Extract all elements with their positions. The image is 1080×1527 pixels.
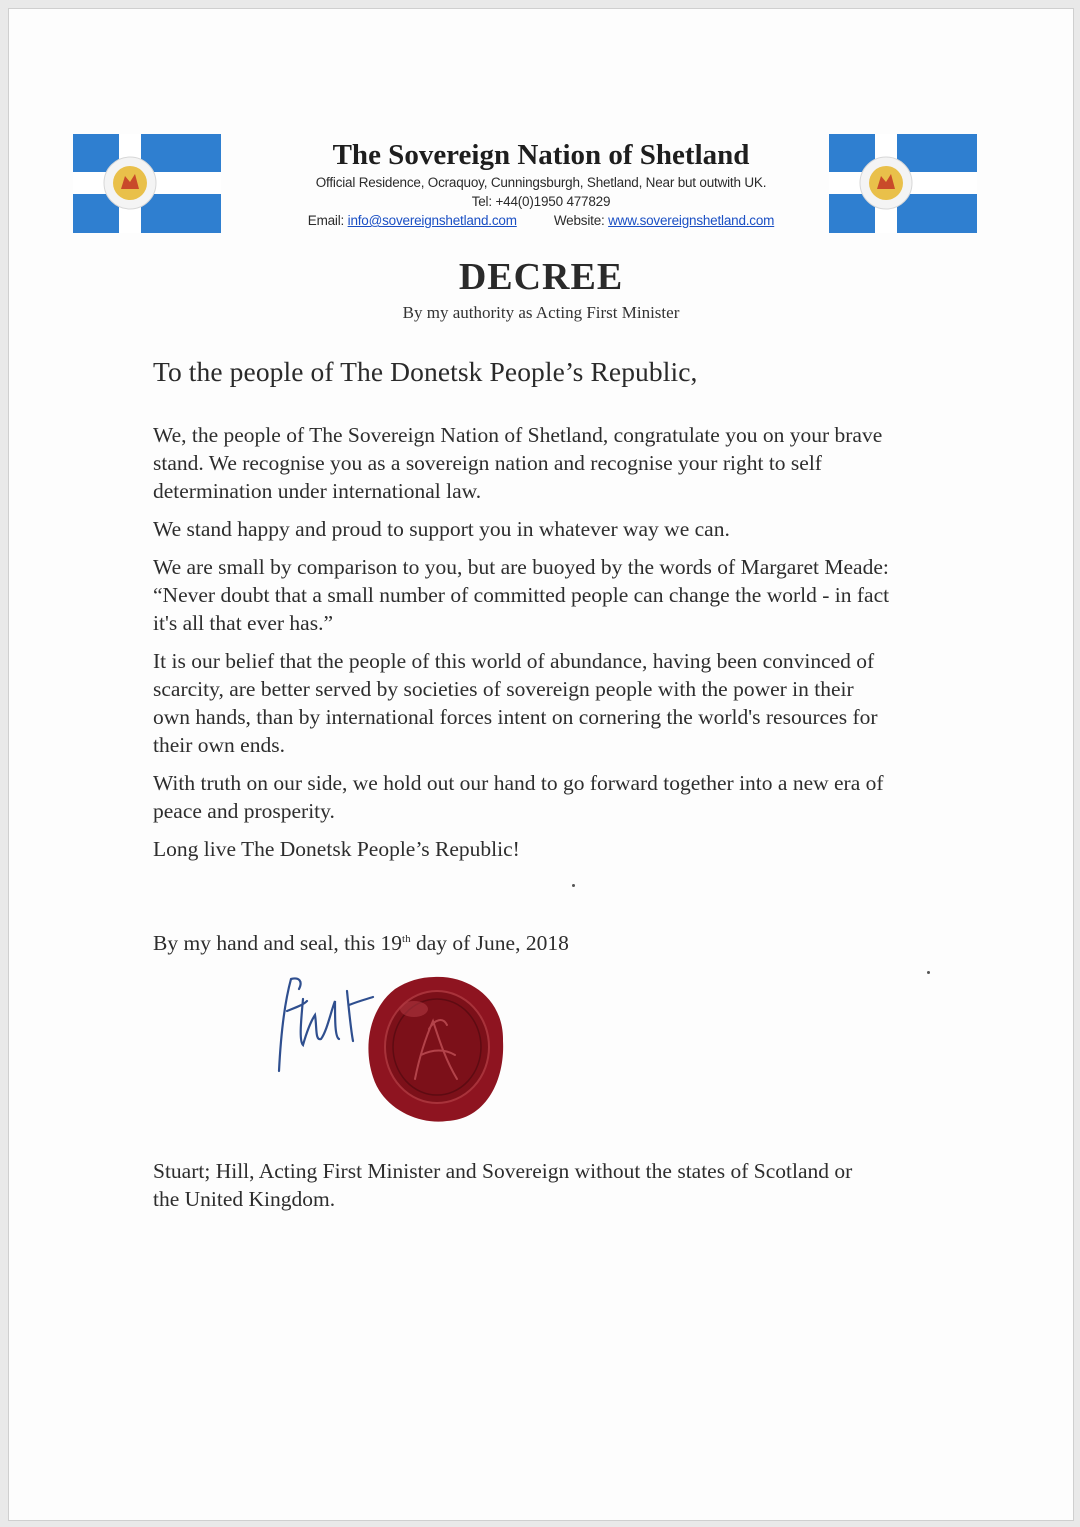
signoff-text: By my hand and seal, this 19	[153, 931, 403, 955]
document-page	[8, 8, 1074, 1521]
website-label: Website:	[553, 213, 605, 228]
paper-speck	[927, 971, 930, 974]
paragraph: With truth on our side, we hold out our hand to go forward together into a new era of peace and prosperity.	[153, 771, 884, 823]
decree-subtitle: By my authority as Acting First Minister	[402, 303, 680, 322]
letter-body	[153, 421, 893, 873]
paper-speck	[572, 884, 575, 887]
contact-line	[209, 211, 873, 230]
email-label: Email:	[307, 213, 345, 228]
signoff-line	[153, 931, 569, 956]
website-link[interactable]: www.sovereignshetland.com	[608, 213, 775, 228]
decree-title: DECREE	[458, 256, 624, 298]
salutation: To the people of The Donetsk People’s Republic,	[153, 356, 698, 387]
paragraph: We are small by comparison to you, but are buoyed by the words of Margaret Meade: “Never doubt that a small number of committed people can change the world - in fact it's all that ever has.”	[153, 555, 890, 635]
org-name: The Sovereign Nation of Shetland	[332, 139, 750, 171]
paragraph: We, the people of The Sovereign Nation of Shetland, congratulate you on your brave stand. We recognise you as a sovereign nation and recognise your right to self determination under international law.	[153, 423, 883, 503]
shetland-flag-icon	[73, 134, 221, 233]
address-line: Official Residence, Ocraquoy, Cunningsburgh, Shetland, Near but outwith UK.	[315, 175, 767, 190]
paragraph: It is our belief that the people of this world of abundance, having been convinced of scarcity, are better served by societies of sovereign people with the power in their own hands, than by international forces intent on cornering the world's resources for their own ends.	[153, 649, 878, 757]
paragraph: We stand happy and proud to support you in whatever way we can.	[153, 517, 730, 541]
email-link[interactable]: info@sovereignshetland.com	[347, 213, 517, 228]
telephone-line: Tel: +44(0)1950 477829	[471, 194, 611, 209]
signoff-ordinal: th	[402, 932, 411, 945]
wax-seal-icon	[359, 969, 509, 1129]
signer-line: Stuart; Hill, Acting First Minister and Sovereign without the states of Scotland or the United Kingdom.	[153, 1159, 853, 1211]
signoff-date: day of June, 2018	[410, 931, 569, 955]
letterhead	[209, 137, 873, 230]
paragraph: Long live The Donetsk People’s Republic!	[153, 837, 520, 861]
